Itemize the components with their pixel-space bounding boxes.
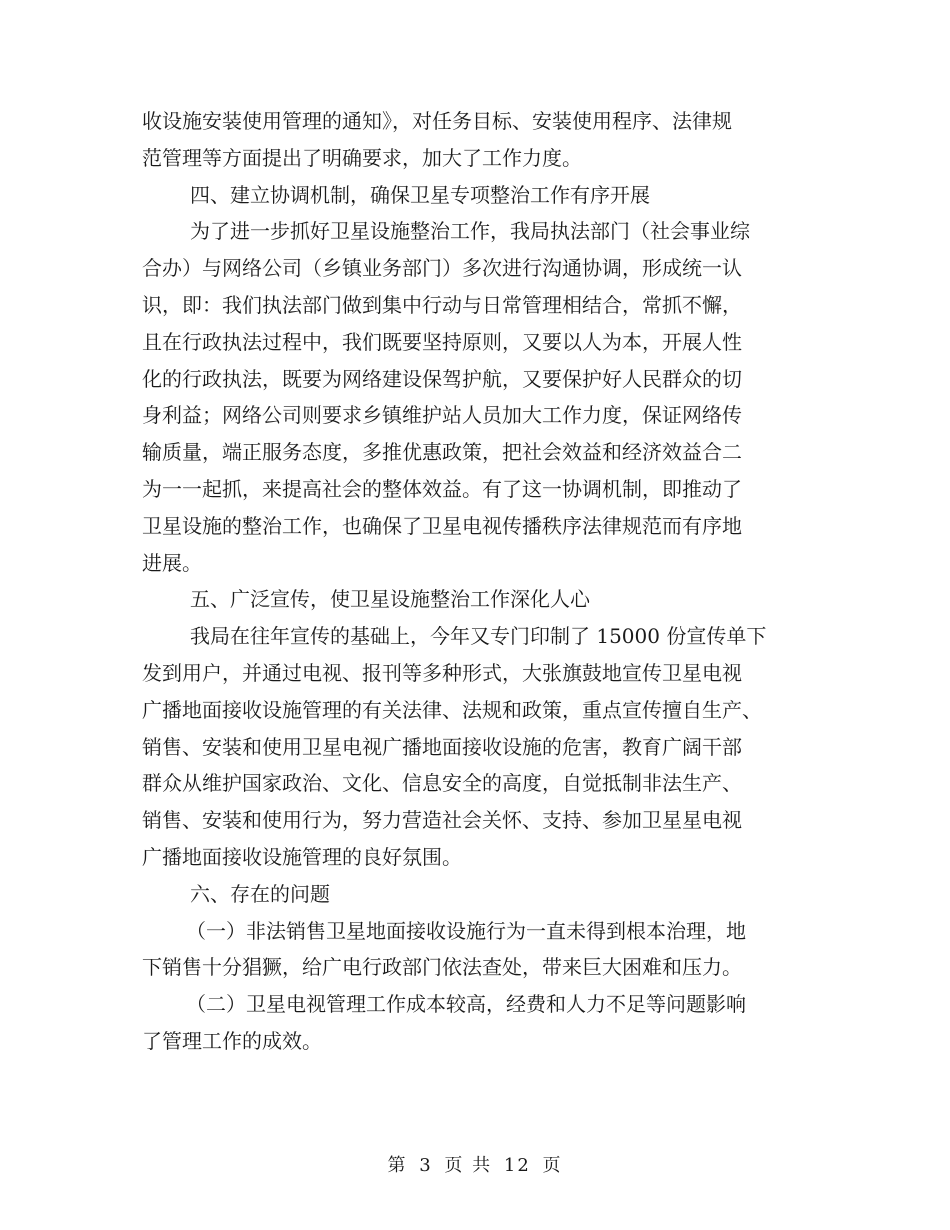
paragraph-start: 我局在往年宣传的基础上，今年又专门印制了 15000 份宣传单下 — [190, 624, 767, 649]
body-line: 了管理工作的成效。 — [142, 1028, 322, 1053]
footer-total-pages: 12 — [503, 1155, 531, 1176]
document-body — [142, 103, 810, 1060]
body-line: 化的行政执法，既要为网络建设保驾护航，又要保护好人民群众的切 — [142, 366, 742, 391]
body-line: 下销售十分猖獗，给广电行政部门依法查处，带来巨大困难和压力。 — [142, 955, 742, 980]
body-line: 合办）与网络公司（乡镇业务部门）多次进行沟通协调，形成统一认 — [142, 256, 742, 281]
page-footer — [0, 1154, 950, 1178]
body-line: 且在行政执法过程中，我们既要坚持原则，又要以人为本，开展人性 — [142, 329, 742, 354]
footer-page-number: 3 — [419, 1155, 433, 1176]
body-line: 销售、安装和使用行为，努力营造社会关怀、支持、参加卫星星电视 — [142, 808, 742, 833]
body-line: 广播地面接收设施管理的良好氛围。 — [142, 844, 462, 869]
body-line: 卫星设施的整治工作，也确保了卫星电视传播秩序法律规范而有序地 — [142, 513, 742, 538]
subsection-item-1: （一）非法销售卫星地面接收设施行为一直未得到根本治理，地 — [186, 918, 746, 943]
footer-middle: 页 共 — [444, 1155, 493, 1176]
body-line: 发到用户，并通过电视、报刊等多种形式，大张旗鼓地宣传卫星电视 — [142, 660, 742, 685]
body-line: 收设施安装使用管理的通知》，对任务目标、安装使用程序、法律规 — [142, 109, 732, 133]
body-line: 范管理等方面提出了明确要求，加大了工作力度。 — [142, 145, 582, 170]
body-line: 广播地面接收设施管理的有关法律、法规和政策，重点宣传擅自生产、 — [142, 697, 762, 722]
paragraph-start: 为了进一步抓好卫星设施整治工作，我局执法部门（社会事业综 — [190, 219, 750, 244]
body-line: 为一一起抓，来提高社会的整体效益。有了这一协调机制，即推动了 — [142, 476, 742, 501]
footer-prefix: 第 — [387, 1155, 408, 1176]
subsection-item-2: （二）卫星电视管理工作成本较高，经费和人力不足等问题影响 — [186, 992, 746, 1017]
body-line: 群众从维护国家政治、文化、信息安全的高度，自觉抵制非法生产、 — [142, 771, 742, 796]
section-heading-6: 六、存在的问题 — [190, 881, 330, 906]
body-line: 销售、安装和使用卫星电视广播地面接收设施的危害，教育广阔干部 — [142, 734, 742, 759]
section-heading-4: 四、建立协调机制，确保卫星专项整治工作有序开展 — [190, 182, 650, 207]
body-line: 身利益；网络公司则要求乡镇维护站人员加大工作力度，保证网络传 — [142, 403, 742, 428]
body-line: 识，即：我们执法部门做到集中行动与日常管理相结合，常抓不懈， — [142, 292, 742, 317]
section-heading-5: 五、广泛宣传，使卫星设施整治工作深化人心 — [190, 587, 590, 612]
footer-suffix: 页 — [542, 1155, 563, 1176]
body-line: 进展。 — [142, 550, 202, 575]
body-line: 输质量，端正服务态度，多推优惠政策，把社会效益和经济效益合二 — [142, 440, 742, 465]
